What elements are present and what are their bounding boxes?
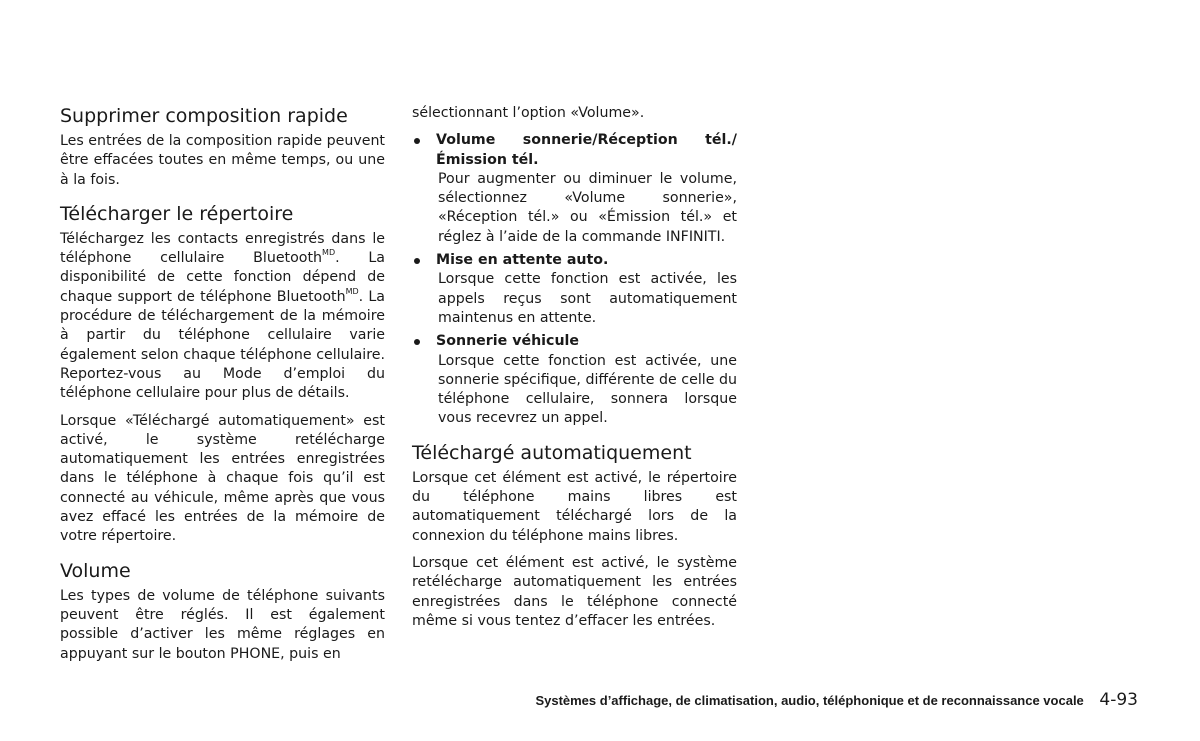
paragraph-telecharge-automatiquement-1: Lorsque cet élément est activé, le répertoire du téléphone mains libres est automatiquement téléchargé lors de la connexion du téléphone mains libres. [412,469,737,544]
list-item-title: Volume sonnerie/Réception tél./Émission tél. [436,132,737,168]
paragraph-supprimer: Les entrées de la composition rapide peuvent être effacées toutes en même temps, ou une à la fois. [60,133,385,188]
left-column [60,104,385,672]
chapter-title: Systèmes d’affichage, de climatisation, audio, téléphonique et de reconnaissance vocale [535,693,1084,708]
bullet-icon [414,258,420,264]
paragraph-telecharge-auto: Lorsque «Téléchargé automatiquement» est activé, le système retélécharge automatiquement les entrées enregistrées dans le téléphone à chaque fois qu’il est connecté au véhicule, même après que vous avez effacé les entrées de la mémoire de votre répertoire. [60,412,385,545]
heading-volume: Volume [60,559,131,582]
list-item-title: Sonnerie véhicule [436,333,580,350]
list-item-title: Mise en attente auto. [436,252,609,269]
superscript-md: MD [322,248,336,258]
paragraph-telecharger: Téléchargez les contacts enregistrés dans le téléphone cellulaire Bluetooth$^{MD}$. La disponibilité de cette fonction dépend de chaque support de téléphone Bluetooth$^{MD}$. La procédure de téléchargement de la mémoire à partir du téléphone cellulaire varie également selon chaque téléphone cellulaire. Reportez-vous au Mode d’emploi du téléphone cellulaire pour plus de détails. [60,230,386,402]
paragraph-telecharge-automatiquement-2: Lorsque cet élément est activé, le système retélécharge automatiquement les entrées enregistrées dans le téléphone connecté même si vous tentez d’effacer les entrées. [412,554,737,629]
list-item [412,332,737,428]
list-item-description: Lorsque cette fonction est activée, les appels reçus sont automatiquement maintenus en attente. [438,271,737,326]
bullet-icon [414,138,420,144]
paragraph-volume-continued: sélectionnant l’option «Volume». [412,105,645,121]
heading-telecharger-repertoire: Télécharger le répertoire [60,202,294,225]
bullet-icon [414,339,420,345]
list-item [412,131,737,247]
list-item [412,251,737,328]
heading-telecharge-automatiquement: Téléchargé automatiquement [412,441,692,464]
right-column [412,104,737,639]
superscript-md: MD [345,286,359,296]
page-footer [0,690,1138,710]
list-item-description: Lorsque cette fonction est activée, une sonnerie spécifique, différente de celle du téléphone cellulaire, sonnera lorsque vous recevrez un appel. [438,352,737,427]
heading-supprimer-composition-rapide: Supprimer composition rapide [60,105,348,127]
page-number: 4-93 [1099,690,1138,710]
list-item-description: Pour augmenter ou diminuer le volume, sélectionnez «Volume sonnerie», «Réception tél.» ou «Émission tél.» et réglez à l’aide de la commande INFINITI. [438,170,737,245]
paragraph-volume: Les types de volume de téléphone suivants peuvent être réglés. Il est également possible d’activer les même réglages en appuyant sur le bouton PHONE, puis en [60,587,385,662]
